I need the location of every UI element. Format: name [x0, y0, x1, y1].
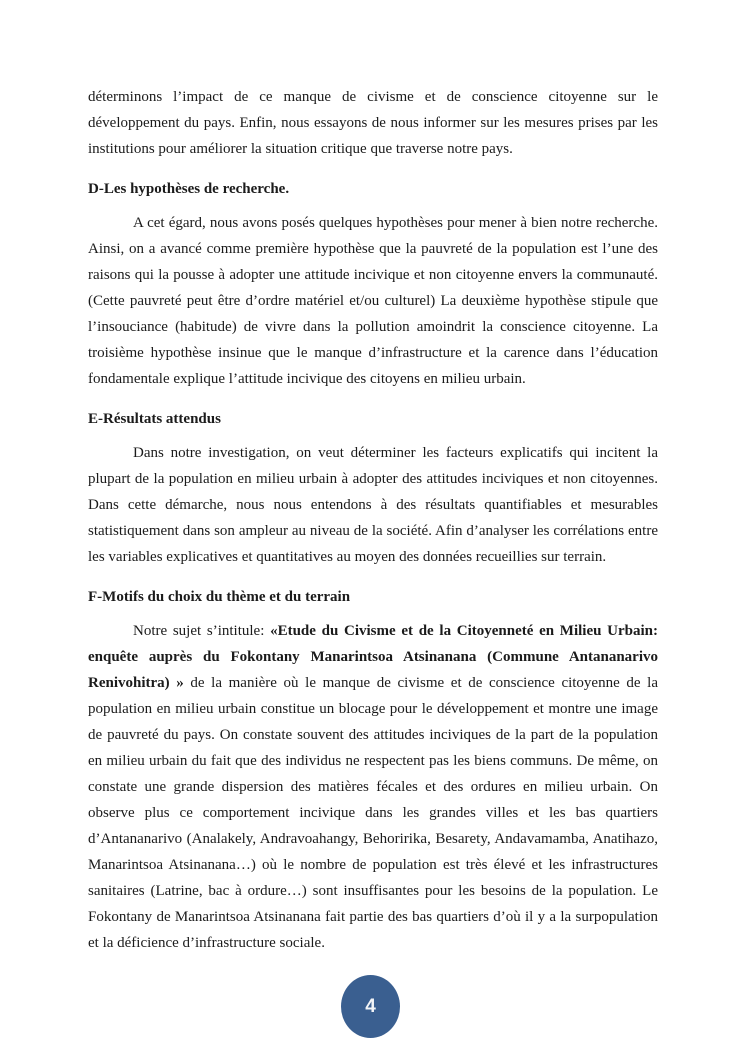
paragraph-resultats-attendus: Dans notre investigation, on veut déterminer les facteurs explicatifs qui incitent la plupart de la population en milieu urbain à adopter des attitudes inciviques et non citoyennes. Dans cette démarche, nous nous entendons à des résultats quantifiables et mesurables statistiquement dans son ampleur au niveau de la société. Afin d’analyser les corrélations entre les variables explicatives et quantitatives au moyen des données recueillies sur terrain.	[88, 445, 658, 565]
page-number: 4	[365, 996, 376, 1017]
continuation-paragraph: déterminons l’impact de ce manque de civisme et de conscience citoyenne sur le développement du pays. Enfin, nous essayons de nous informer sur les mesures prises par les institutions pour améliorer la situation critique que traverse notre pays.	[88, 89, 658, 157]
page-number-badge	[341, 975, 400, 1038]
study-title-bold: «Etude du Civisme et de la Citoyenneté en Milieu Urbain: enquête auprès du Fokontany Manarintsoa Atsinanana (Commune Antananarivo Renivohitra) »	[88, 623, 658, 691]
paragraph-motifs-choix	[88, 618, 658, 956]
heading-resultats-attendus: E-Résultats attendus	[88, 411, 221, 427]
heading-hypotheses: D-Les hypothèses de recherche.	[88, 181, 290, 197]
paragraph-hypotheses: A cet égard, nous avons posés quelques hypothèses pour mener à bien notre recherche. Ainsi, on a avancé comme première hypothèse que la pauvreté de la population est l’une des raisons qui la pousse à adopter une attitude incivique et non citoyenne envers la communauté. (Cette pauvreté peut être d’ordre matériel et/ou culturel) La deuxième hypothèse stipule que l’insouciance (habitude) de vivre dans la pollution amoindrit la conscience citoyenne. La troisième hypothèse insinue que le manque d’infrastructure et la carence dans l’éducation fondamentale explique l’attitude incivique des citoyens en milieu urbain.	[88, 215, 658, 387]
document-body	[88, 84, 658, 956]
paragraph-motifs-lead: Notre sujet s’intitule:	[133, 623, 271, 639]
paragraph-motifs-rest: de la manière où le manque de civisme et de conscience citoyenne de la population en milieu urbain constitue un blocage pour le développement et montre une image de pauvreté du pays. On constate souvent des attitudes inciviques de la part de la population en milieu urbain du fait que des individus ne respectent pas les biens communs. De même, on constate une grande dispersion des matières fécales et des ordures en milieu urbain. On observe plus ce comportement incivique dans les grandes villes et les bas quartiers d’Antananarivo (Analakely, Andravoahangy, Behoririka, Besarety, Andavamamba, Anatihazo, Manarintsoa Atsinanana…) où le nombre de population est très élevé et les infrastructures sanitaires (Latrine, bac à ordure…) sont insuffisantes pour les besoins de la population. Le Fokontany de Manarintsoa Atsinanana fait partie des bas quartiers d’où il y a la surpopulation et la déficience d’infrastructure sociale.	[88, 675, 658, 951]
heading-motifs-choix: F-Motifs du choix du thème et du terrain	[88, 589, 351, 605]
